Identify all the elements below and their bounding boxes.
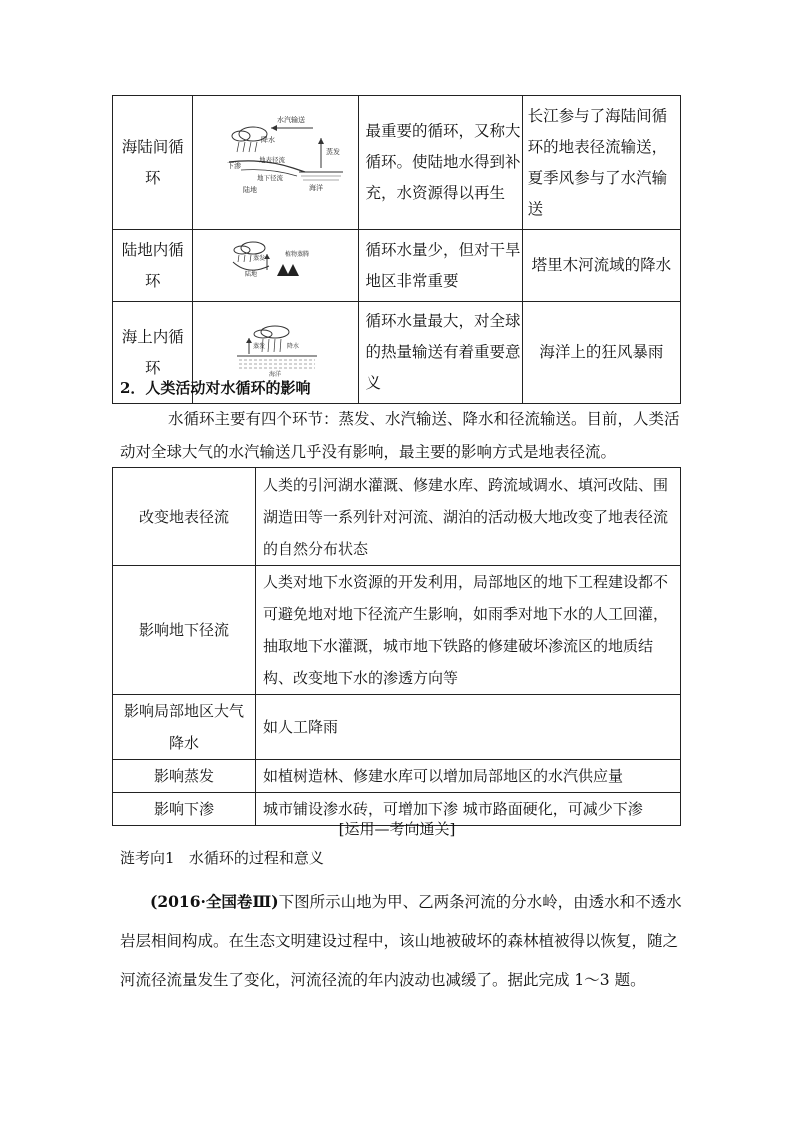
impact-value: 如人工降雨 [256, 695, 681, 760]
impact-key: 影响下渗 [113, 793, 256, 826]
label-surface-runoff: 地表径流 [259, 156, 286, 164]
impact-value: 如植树造林、修建水库可以增加局部地区的水汽供应量 [256, 760, 681, 793]
label-ground-runoff: 地下径流 [257, 174, 284, 182]
table-row [113, 230, 681, 302]
label-vapor: 水汽输送 [277, 116, 306, 124]
impact-key [113, 695, 256, 760]
impact-key-text: 影响局部地区大气降水 [124, 702, 245, 752]
impact-key: 影响地下径流 [113, 566, 256, 695]
cycle-table [112, 95, 681, 404]
question-body [120, 882, 685, 1000]
label-land: 陆地 [243, 186, 258, 194]
cycle-example: 海洋上的狂风暴雨 [522, 302, 680, 404]
cycle-feature: 最重要的循环，又称大循环。使陆地水得到补充，水资源得以再生 [359, 96, 522, 230]
impact-value: 城市铺设渗水砖，可增加下渗 城市路面硬化，可减少下渗 [256, 793, 681, 826]
table-row [113, 96, 681, 230]
label-land: 陆地 [245, 271, 258, 278]
inland-cycle-diagram [193, 230, 357, 290]
diagram-cell [193, 230, 359, 302]
cycle-example: 长江参与了海陆间循环的地表径流输送，夏季风参与了水汽输送 [522, 96, 680, 230]
label-rain: 降水 [261, 136, 276, 144]
question-source: (2016·全国卷Ⅲ) [150, 892, 279, 911]
tree-icon [287, 264, 299, 276]
question-heading [120, 847, 324, 868]
label-rain: 降水 [287, 343, 300, 350]
section-intro: 水循环主要有四个环节：蒸发、水汽输送、降水和径流输送。目前，人类活动对全球大气的水汽输送几乎没有影响，最主要的影响方式是地表径流。 [120, 410, 680, 461]
cycle-name-text: 海陆间循环 [121, 137, 184, 187]
label-transpiration: 植物蒸腾 [285, 251, 310, 258]
table-row [113, 468, 681, 566]
practice-heading: [运用—考向通关] [338, 820, 456, 838]
label-ocean: 海洋 [269, 371, 282, 378]
question-text: 下图所示山地为甲、乙两条河流的分水岭，由透水和不透水岩层相间构成。在生态文明建设过程中，该山地被破坏的森林植被得以恢复，随之河流径流量发生了变化，河流径流的年内波动也减缓了。据此完成 1～3 题。 [120, 893, 682, 989]
cycle-name [113, 96, 193, 230]
question-tag: 涟考向1 [120, 849, 175, 867]
table-row [113, 695, 681, 760]
cycle-feature: 循环水量最大，对全球的热量输送有着重要意义 [359, 302, 522, 404]
cycle-feature: 循环水量少，但对干旱地区非常重要 [359, 230, 522, 302]
cycle-example: 塔里木河流域的降水 [522, 230, 680, 302]
impact-value: 人类的引河湖水灌溉、修建水库、跨流域调水、填河改陆、围湖造田等一系列针对河流、湖泊的活动极大地改变了地表径流的自然分布状态 [256, 468, 681, 566]
label-infiltration: 下渗 [227, 162, 242, 170]
sea-land-cycle-diagram [193, 96, 357, 218]
section-title: 2．人类活动对水循环的影响 [120, 379, 311, 397]
label-ocean: 海洋 [309, 184, 324, 192]
table-row [113, 760, 681, 793]
impact-key: 改变地表径流 [113, 468, 256, 566]
tree-icon [277, 264, 289, 276]
label-evap: 蒸发 [253, 343, 266, 350]
cycle-name-text: 海上内循环 [121, 327, 184, 377]
impact-value: 人类对地下水资源的开发利用，局部地区的地下工程建设都不可避免地对地下径流产生影响，如雨季对地下水的人工回灌，抽取地下水灌溉，城市地下铁路的修建破坏渗流区的地质结构、改变地下水的渗透方向等 [256, 566, 681, 695]
label-evap: 蒸发 [326, 148, 341, 156]
cycle-name [113, 230, 193, 302]
cycle-name-text: 陆地内循环 [121, 240, 184, 290]
table-row [113, 566, 681, 695]
label-evap: 蒸发 [253, 255, 266, 262]
impact-key: 影响蒸发 [113, 760, 256, 793]
question-topic: 水循环的过程和意义 [188, 849, 324, 867]
diagram-cell [193, 96, 359, 230]
impact-table [112, 467, 681, 826]
